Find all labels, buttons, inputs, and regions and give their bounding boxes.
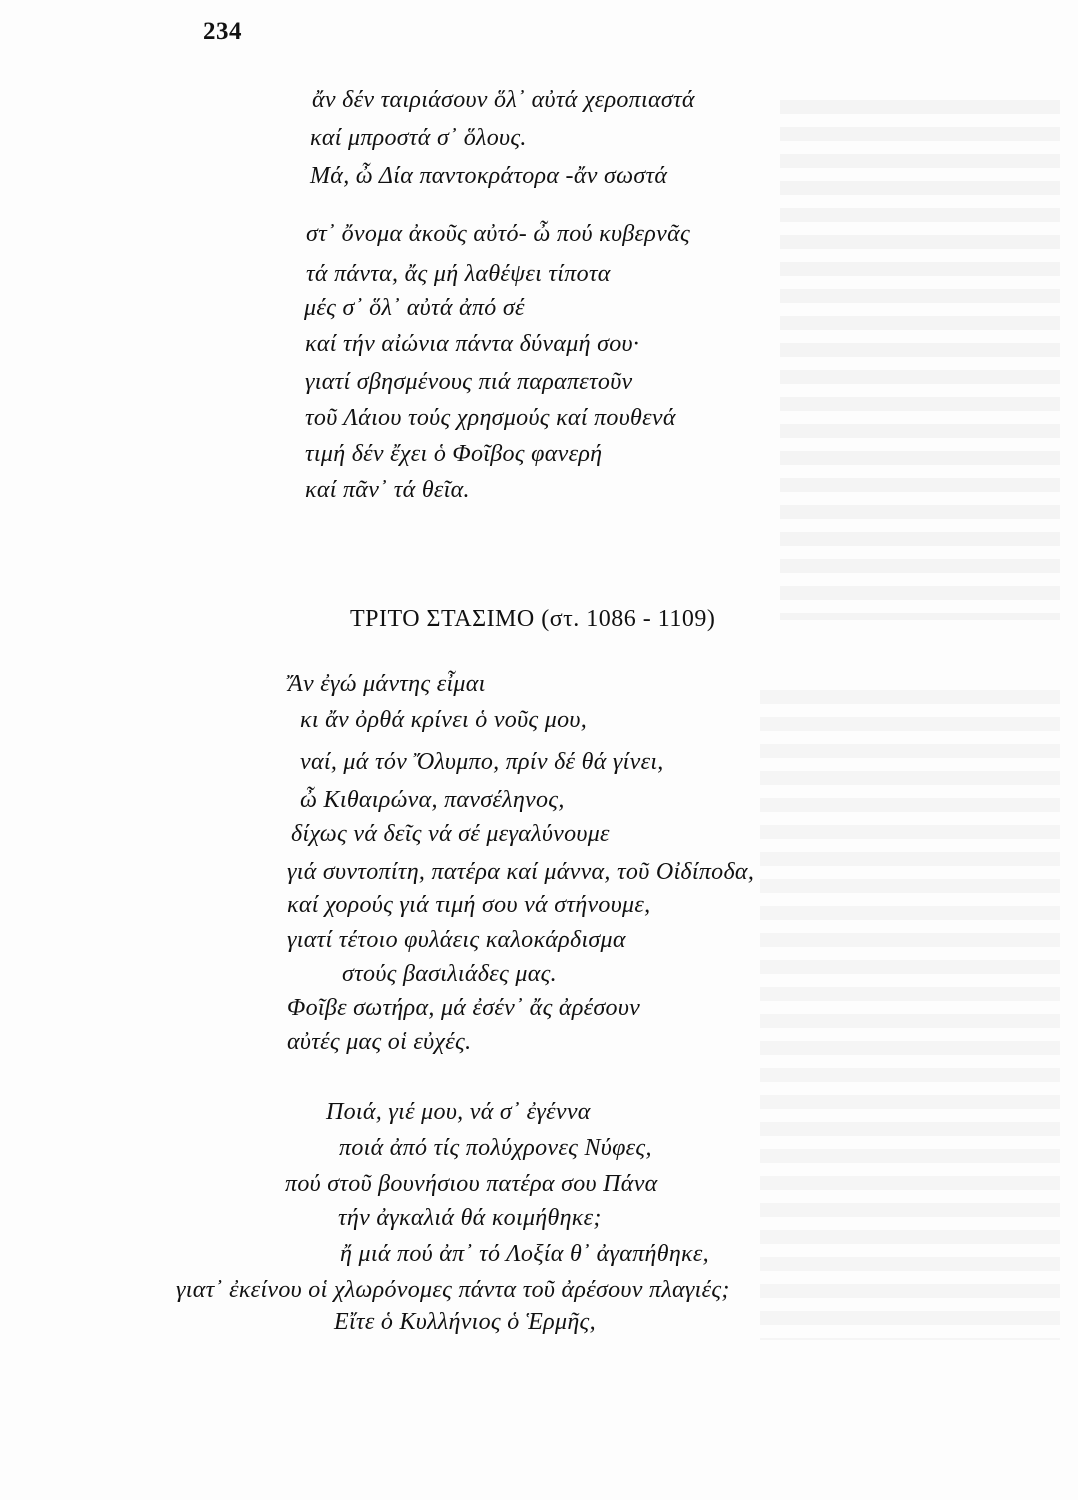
verse-line: δίχως νά δεῖς νά σέ μεγαλύνουμε: [291, 821, 610, 847]
verse-line: Εἴτε ὁ Κυλλήνιος ὁ Ἑρμῆς,: [334, 1309, 596, 1335]
verse-line: ἤ μιά πού ἀπ᾿ τό Λοξία θ᾿ ἀγαπήθηκε,: [340, 1241, 709, 1267]
verse-line: γιατ᾿ ἐκείνου οἱ χλωρόνομες πάντα τοῦ ἀρέσουν πλαγιές;: [176, 1277, 730, 1303]
verse-line: Μά, ὦ Δία παντοκράτορα -ἄν σωστά: [310, 163, 668, 189]
verse-line: κι ἄν ὀρθά κρίνει ὁ νοῦς μου,: [300, 707, 587, 733]
verse-line: γιά συντοπίτη, πατέρα καί μάννα, τοῦ Οἰδίποδα,: [287, 859, 755, 885]
verse-line: ναί, μά τόν Ὄλυμπο, πρίν δέ θά γίνει,: [300, 749, 664, 775]
verse-line: τιμή δέν ἔχει ὁ Φοῖβος φανερή: [305, 441, 603, 467]
verse-line: τά πάντα, ἄς μή λαθέψει τίποτα: [306, 261, 611, 287]
verse-line: τοῦ Λάιου τούς χρησμούς καί πουθενά: [305, 405, 676, 431]
verse-line: γιατί τέτοιο φυλάεις καλοκάρδισμα: [287, 927, 626, 953]
verse-line: ὦ Κιθαιρώνα, πανσέληνος,: [300, 787, 565, 813]
verse-line: καί πᾶν᾿ τά θεῖα.: [305, 477, 470, 503]
verse-line: Ἄν ἐγώ μάντης εἶμαι: [288, 671, 486, 697]
verse-line: καί τήν αἰώνια πάντα δύναμή σου·: [305, 331, 640, 357]
verse-line: μές σ᾿ ὅλ᾿ αὐτά ἀπό σέ: [304, 295, 525, 321]
verse-line: πού στοῦ βουνήσιου πατέρα σου Πάνα: [285, 1171, 658, 1197]
verse-line: στούς βασιλιάδες μας.: [342, 961, 557, 987]
verse-line: Ποιά, γιέ μου, νά σ᾿ ἐγέννα: [326, 1099, 591, 1125]
verse-line: τήν ἀγκαλιά θά κοιμήθηκε;: [338, 1205, 602, 1231]
section-heading: ΤΡΙΤΟ ΣΤΑΣΙΜΟ (στ. 1086 - 1109): [350, 606, 716, 632]
page-number: 234: [203, 18, 242, 45]
verse-line: ποιά ἀπό τίς πολύχρονες Νύφες,: [339, 1135, 652, 1161]
verse-line: γιατί σβησμένους πιά παραπετοῦν: [305, 369, 633, 395]
verse-line: αὐτές μας οἱ εὐχές.: [287, 1029, 472, 1055]
verse-line: Φοῖβε σωτήρα, μά ἐσέν᾿ ἄς ἀρέσουν: [287, 995, 641, 1021]
verse-line: στ᾿ ὄνομα ἀκοῦς αὐτό- ὦ πού κυβερνᾶς: [306, 221, 691, 247]
verse-line: ἄν δέν ταιριάσουν ὅλ᾿ αὐτά χεροπιαστά: [312, 87, 695, 113]
verse-line: καί μπροστά σ᾿ ὅλους.: [310, 125, 527, 151]
show-through-lower: [760, 690, 1060, 1340]
show-through: [780, 100, 1060, 620]
verse-line: καί χορούς γιά τιμή σου νά στήνουμε,: [287, 892, 651, 918]
